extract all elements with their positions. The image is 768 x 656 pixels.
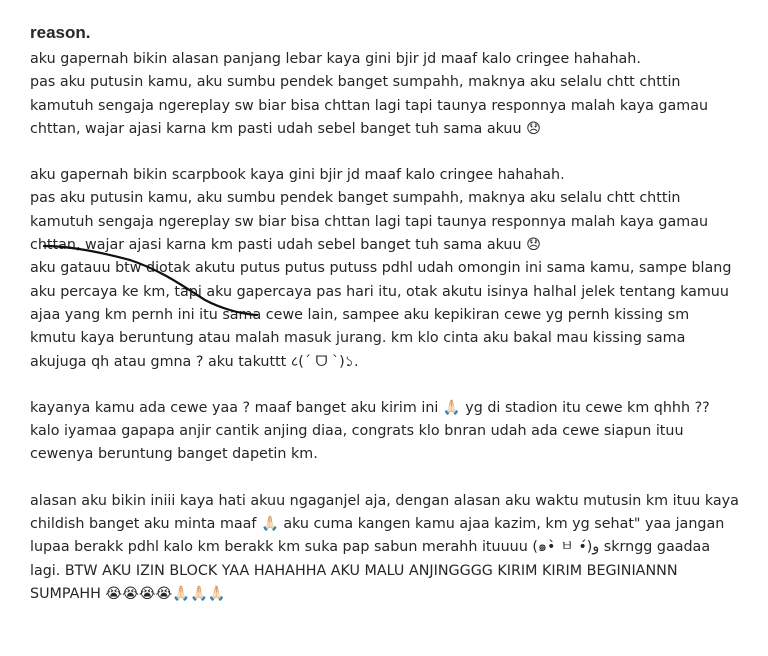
paragraph-4 [30, 490, 746, 606]
text-line: alasan aku bikin iniii kaya hati akuu ngaganjel aja, dengan alasan aku waktu mutusin km ituu kaya [30, 492, 739, 509]
paragraph-1 [30, 48, 746, 141]
text-line: aku gapernah bikin scarpbook kaya gini bjir jd maaf kalo cringee hahahah. [30, 167, 565, 184]
text-line: pas aku putusin kamu, aku sumbu pendek banget sumpahh, maknya aku selalu chtt chttin [30, 74, 681, 91]
text-line: ajaa yang km pernh ini itu sama cewe lain, sampee aku kepikiran cewe yg pernh kissing sm [30, 306, 690, 323]
text-line: aku percaya ke km, tapi aku gapercaya pas hari itu, otak akutu isinya halhal jelek tentang kamuu [30, 283, 729, 300]
text-line: aku gapernah bikin alasan panjang lebar kaya gini bjir jd maaf kalo cringee hahahah. [30, 51, 641, 67]
text-line: kayanya kamu ada cewe yaa ? maaf banget aku kirim ini 🙏🏻 yg di stadion itu cewe km qhhh ?? [30, 399, 710, 416]
text-line: kalo iyamaa gapapa anjir cantik anjing diaa, congrats klo bnran udah ada cewe siapun ituu [30, 423, 684, 440]
text-line: pas aku putusin kamu, aku sumbu pendek banget sumpahh, maknya aku selalu chtt chttin [30, 190, 681, 207]
text-line: kamutuh sengaja ngereplay sw biar bisa chttan lagi tapi taunya responnya malah kaya gamau [30, 213, 709, 230]
text-line: chttan, wajar ajasi karna km pasti udah sebel banget tuh sama akuu 😞 [30, 237, 541, 254]
text-line: lupaa berakk pdhl kalo km berakk km suka pap sabun merahh ituuuu (๑•̀ ㅂ •́)و skrngg gaadaa [30, 539, 711, 556]
text-line: aku gatauu btw diotak akutu putus putus putuss pdhl udah omongin ini sama kamu, sampe blang [30, 260, 732, 277]
note-title: reason. [30, 23, 91, 42]
text-line: lagi. BTW AKU IZIN BLOCK YAA HAHAHHA AKU MALU ANJINGGGG KIRIM KIRIM BEGINIANNN [30, 562, 678, 579]
paragraph-3 [30, 397, 746, 467]
text-line: kamutuh sengaja ngereplay sw biar bisa chttan lagi tapi taunya responnya malah kaya gamau [30, 97, 709, 114]
text-line: akujuga qh atau gmna ? aku takuttt ८(ˊ ᗜ ˋ)১. [30, 353, 359, 370]
text-line: kmutu kaya beruntung atau malah masuk jurang. km klo cinta aku bakal mau kissing sama [30, 330, 686, 347]
note-document [30, 22, 746, 629]
text-line: childish banget aku minta maaf 🙏🏻 aku cuma kangen kamu ajaa kazim, km yg sehat" yaa jangan [30, 516, 725, 533]
text-line: cewenya beruntung banget dapetin km. [30, 446, 318, 463]
text-line: SUMPAHH 😭😭😭😭🙏🏻🙏🏻🙏🏻 [30, 585, 226, 602]
paragraph-2 [30, 164, 746, 374]
text-line: chttan, wajar ajasi karna km pasti udah sebel banget tuh sama akuu 😞 [30, 120, 541, 137]
